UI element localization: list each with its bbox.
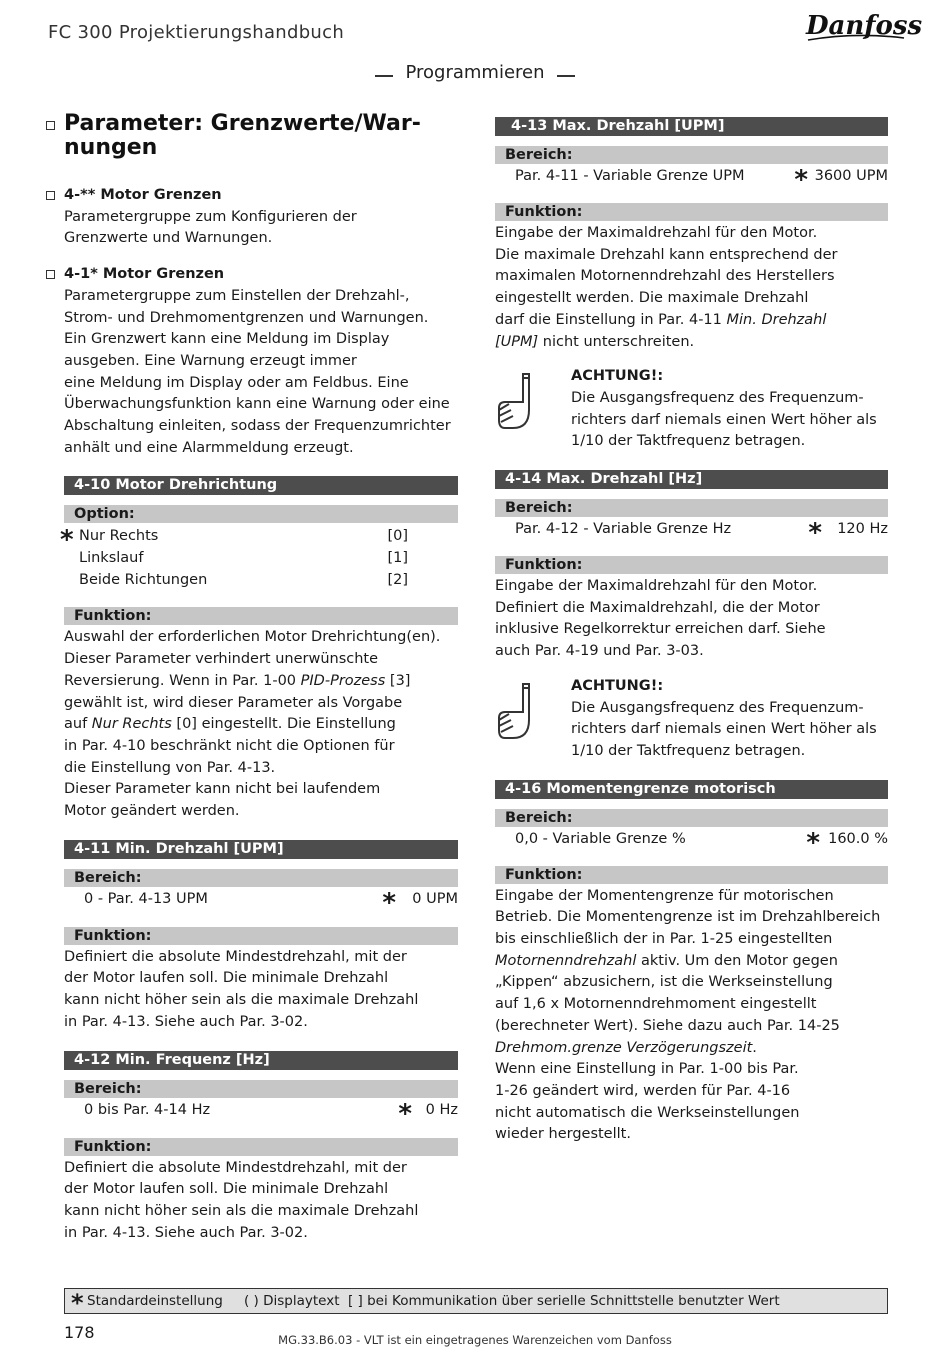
range-row: Par. 4-12 - Variable Grenze Hz * 120 Hz: [515, 518, 888, 549]
function-label: Funktion:: [495, 556, 888, 574]
range-label: Bereich:: [495, 499, 888, 517]
range-label: Bereich:: [495, 809, 888, 827]
group-4-1-star: 4-1* Motor Grenzen Parametergruppe zum Einstellen der Drehzahl-, Strom- und Drehmomentgrenzen und Warnungen. Ein Grenzwert kann eine Meldung im Display ausgeben. Eine Warnung erzeugt immer eine Meldung im Display oder am Feldbus. Eine Überwachungsfunktion kann eine Warnung oder eine Abschaltung einleiten, sodass der Frequenzumrichter anhält und eine Alarmmeldung erzeugt.: [46, 264, 458, 459]
param-4-11: [46, 840, 458, 1034]
legend-display: ( ) Displaytext: [244, 1293, 340, 1309]
option-row: Beide Richtungen [2]: [79, 572, 408, 589]
function-text: Auswahl der erforderlichen Motor Drehrichtung(en). Dieser Parameter verhindert unerwünschte Reversierung. Wenn in Par. 1-00 PID-Prozess [3] gewählt ist, wird dieser Parameter als Vorgabe auf Nur Rechts [0] eingestellt. Die Einstellung in Par. 4-10 beschränkt nicht die Optionen für die Einstellung von Par. 4-13. Dieser Parameter kann nicht bei laufendem Motor geändert werden.: [64, 629, 441, 820]
legend-default: Standardeinstellung: [87, 1293, 223, 1309]
range-label: Bereich:: [495, 146, 888, 164]
danfoss-logo: [800, 4, 923, 48]
function-text: Definiert die absolute Mindestdrehzahl, mit der der Motor laufen soll. Die minimale Drehzahl kann nicht höher sein als die maximale Drehzahl in Par. 4-13. Siehe auch Par. 3-02.: [64, 948, 419, 1030]
param-4-10: [46, 476, 458, 822]
main-heading: Parameter: Grenzwerte/War- nungen: [46, 112, 458, 160]
warning-note: ACHTUNG!: Die Ausgangsfrequenz des Frequenzum- richters darf niemals einen Wert höher als 1/10 der Taktfrequenz betragen.: [495, 676, 888, 763]
footer-note: MG.33.B6.03 - VLT ist ein eingetragenes Warenzeichen vom Danfoss: [278, 1333, 672, 1347]
function-label: Funktion:: [495, 203, 888, 221]
function-text: Eingabe der Maximaldrehzahl für den Motor. Definiert die Maximaldrehzahl, die der Motor inklusive Regelkorrektur erreichen darf. Siehe auch Par. 4-19 und Par. 3-03.: [495, 578, 826, 660]
param-title-bar: 4-14 Max. Drehzahl [Hz]: [495, 470, 888, 489]
legend-bar: [64, 1288, 888, 1317]
param-4-14: [495, 470, 888, 763]
param-title-bar: 4-11 Min. Drehzahl [UPM]: [64, 840, 458, 859]
checkbox-icon: [46, 121, 55, 130]
page-number: 178: [64, 1323, 95, 1342]
pointing-hand-icon: [495, 370, 543, 432]
param-4-12: [46, 1051, 458, 1245]
function-label: Funktion:: [64, 1138, 458, 1156]
param-title-bar: 4-13 Max. Drehzahl [UPM]: [495, 117, 888, 136]
option-row: * Nur Rechts [0]: [60, 525, 408, 556]
range-label: Bereich:: [64, 869, 458, 887]
section-heading: Programmieren: [0, 62, 950, 84]
svg-text:Danfoss: Danfoss: [806, 11, 923, 41]
default-star-icon: *: [71, 1289, 84, 1317]
param-4-13: [495, 117, 888, 453]
default-star-icon: *: [382, 887, 396, 918]
left-column: [46, 112, 458, 1244]
param-title-bar: 4-10 Motor Drehrichtung: [64, 476, 458, 495]
default-star-icon: *: [60, 525, 74, 556]
option-row: Linkslauf [1]: [79, 550, 408, 567]
function-label: Funktion:: [64, 607, 458, 625]
param-title-bar: 4-16 Momentengrenze motorisch: [495, 780, 888, 799]
function-text: Eingabe der Momentengrenze für motorischen Betrieb. Die Momentengrenze ist im Drehzahlbereich bis einschließlich der in Par. 1-25 eingestellten Motornenndrehzahl aktiv. Um den Motor gegen „Kippen“ abzusichern, ist die Werkseinstellung auf 1,6 x Motornenndrehmoment eingestellt (berechneter Wert). Siehe dazu auch Par. 14-25 Drehmom.grenze Verzögerungszeit. Wenn eine Einstellung in Par. 1-00 bis Par. 1-26 geändert wird, werden für Par. 4-16 nicht automatisch die Werkseinstellungen wieder hergestellt.: [495, 887, 881, 1143]
range-row: Par. 4-11 - Variable Grenze UPM * 3600 UPM: [515, 165, 888, 195]
warning-note: ACHTUNG!: Die Ausgangsfrequenz des Frequenzum- richters darf niemals einen Wert höher als 1/10 der Taktfrequenz betragen.: [495, 366, 888, 453]
legend-serial: [ ] bei Kommunikation über serielle Schnittstelle benutzter Wert: [348, 1293, 780, 1309]
function-label: Funktion:: [64, 927, 458, 945]
default-star-icon: *: [398, 1098, 412, 1129]
range-row: 0 bis Par. 4-14 Hz * 0 Hz: [84, 1098, 458, 1129]
right-column: [495, 117, 888, 1146]
pointing-hand-icon: [495, 680, 543, 742]
param-4-16: [495, 780, 888, 1146]
default-star-icon: *: [806, 827, 820, 858]
checkbox-icon: [46, 270, 55, 279]
default-star-icon: *: [794, 165, 808, 195]
function-label: Funktion:: [495, 866, 888, 884]
document-title: FC 300 Projektierungshandbuch: [48, 22, 345, 43]
group-4-star: 4-** Motor Grenzen Parametergruppe zum Konfigurieren der Grenzwerte und Warnungen.: [46, 185, 458, 250]
function-text: Eingabe der Maximaldrehzahl für den Motor. Die maximale Drehzahl kann entsprechend der maximalen Motornenndrehzahl des Herstellers eingestellt werden. Die maximale Drehzahl darf die Einstellung in Par. 4-11 Min. Drehzahl [UPM] nicht unterschreiten.: [495, 225, 838, 350]
option-label: Option:: [64, 505, 458, 523]
range-row: 0 - Par. 4-13 UPM * 0 UPM: [84, 887, 458, 918]
checkbox-icon: [46, 191, 55, 200]
param-title-bar: 4-12 Min. Frequenz [Hz]: [64, 1051, 458, 1070]
range-label: Bereich:: [64, 1080, 458, 1098]
range-row: 0,0 - Variable Grenze % * 160.0 %: [515, 827, 888, 858]
function-text: Definiert die absolute Mindestdrehzahl, mit der der Motor laufen soll. Die minimale Drehzahl kann nicht höher sein als die maximale Drehzahl in Par. 4-13. Siehe auch Par. 3-02.: [64, 1159, 419, 1241]
default-star-icon: *: [808, 518, 822, 549]
